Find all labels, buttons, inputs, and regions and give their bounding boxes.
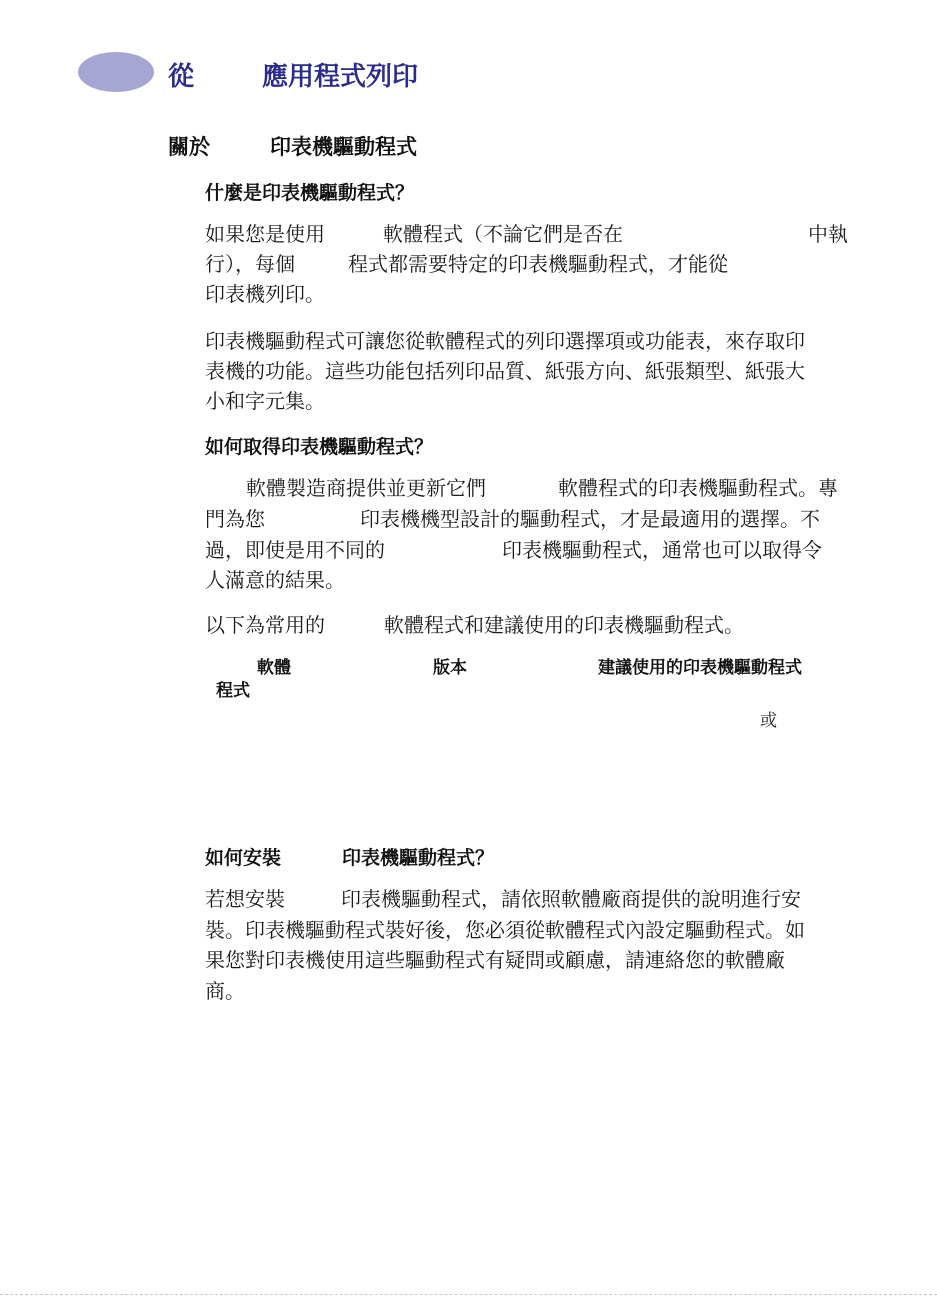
how-install-heading-part2: 印表機驅動程式？ (342, 847, 495, 869)
what-is-p1-l1c: 中執 (808, 222, 848, 246)
how-get-p1-l3b: 印表機驅動程式，通常也可以取得令 (502, 538, 822, 562)
how-get-heading: 如何取得印表機驅動程式？ (205, 436, 434, 458)
table-header-version: 版本 (433, 658, 467, 678)
what-is-p1-l1b: 軟體程式（不論它們是否在 (383, 222, 623, 246)
section-heading-part1: 關於 (168, 135, 210, 159)
how-get-p1-l4: 人滿意的結果。 (205, 568, 345, 592)
chapter-tab-marker (78, 52, 154, 92)
how-install-heading-part1: 如何安裝 (205, 847, 282, 869)
how-get-p1-l1b: 軟體程式的印表機驅動程式。專 (558, 476, 838, 500)
what-is-p2-l2: 表機的功能。這些功能包括列印品質、紙張方向、紙張類型、紙張大 (205, 359, 805, 383)
table-header-program: 程式 (216, 681, 250, 701)
how-install-p1-l3: 果您對印表機使用這些驅動程式有疑問或顧慮，請連絡您的軟體廠 (205, 948, 785, 972)
how-get-p2-l1b: 軟體程式和建議使用的印表機驅動程式。 (384, 613, 744, 637)
chapter-title-left: 從 (168, 62, 195, 92)
what-is-p1-l1a: 如果您是使用 (205, 222, 325, 246)
section-heading-part2: 印表機驅動程式 (270, 135, 417, 159)
what-is-p2-l3: 小和字元集。 (205, 389, 325, 413)
how-get-p1-l3a: 過，即使是用不同的 (205, 538, 385, 562)
how-install-p1-l4: 商。 (205, 979, 245, 1003)
what-is-p1-l2b: 程式都需要特定的印表機驅動程式，才能從 (348, 252, 728, 276)
chapter-title-right: 應用程式列印 (262, 62, 419, 92)
footer-rule (0, 1294, 937, 1295)
how-get-p1-l1a: 軟體製造商提供並更新它們 (246, 476, 486, 500)
what-is-heading: 什麼是印表機驅動程式？ (205, 182, 415, 204)
how-install-p1-l1b: 印表機驅動程式，請依照軟體廠商提供的說明進行安 (341, 887, 801, 911)
how-get-p1-l2b: 印表機機型設計的驅動程式，才是最適用的選擇。不 (360, 507, 820, 531)
how-get-p2-l1a: 以下為常用的 (205, 613, 325, 637)
table-row1-driver-or: 或 (760, 711, 777, 731)
what-is-p1-l2a: 行），每個 (205, 252, 295, 276)
how-install-p1-l1a: 若想安裝 (205, 887, 285, 911)
what-is-p1-l3: 印表機列印。 (205, 282, 325, 306)
table-header-software: 軟體 (257, 658, 291, 678)
how-install-p1-l2: 裝。印表機驅動程式裝好後，您必須從軟體程式內設定驅動程式。如 (205, 918, 805, 942)
what-is-p2-l1: 印表機驅動程式可讓您從軟體程式的列印選擇項或功能表，來存取印 (205, 329, 805, 353)
table-header-recommended-driver: 建議使用的印表機驅動程式 (598, 658, 802, 678)
how-get-p1-l2a: 門為您 (205, 507, 265, 531)
